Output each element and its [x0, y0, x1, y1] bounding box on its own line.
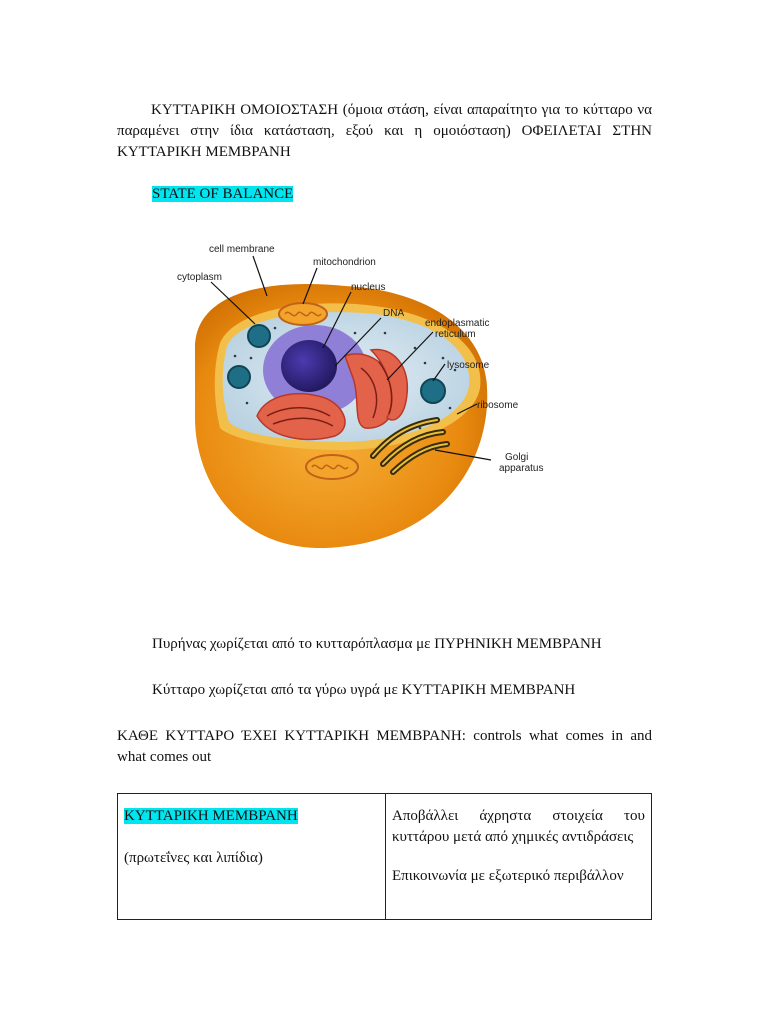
- table-cell-left: [118, 794, 386, 920]
- table-left-sub: (πρωτεΐνες και λιπίδια): [124, 850, 263, 866]
- label-ribosome: ribosome: [477, 400, 519, 411]
- label-er-line2: reticulum: [435, 329, 476, 340]
- state-of-balance-heading: [152, 184, 293, 205]
- every-cell-paragraph: ΚΑΘΕ ΚΥΤΤΑΡΟ ΈΧΕΙ ΚΥΤΤΑΡΙΚΗ ΜΕΜΒΡΑΝΗ: controls what comes in and what comes out: [117, 728, 652, 765]
- table-right-2: Επικοινωνία με εξωτερικό περιβάλλον: [392, 868, 624, 884]
- table-cell-right: [386, 794, 652, 920]
- nucleus-core: [281, 340, 337, 392]
- label-cytoplasm: cytoplasm: [177, 272, 223, 283]
- label-mitochondrion: mitochondrion: [313, 257, 376, 268]
- animal-cell-diagram: [175, 238, 555, 553]
- label-cell-membrane: cell membrane: [209, 244, 275, 255]
- table-right-1: Αποβάλλει άχρηστα στοιχεία του κυττάρου μετά από χημικές αντιδράσεις: [392, 808, 645, 845]
- label-golgi-line1: Golgi: [505, 452, 529, 463]
- intro-paragraph: ΚΥΤΤΑΡΙΚΗ ΟΜΟΙΟΣΤΑΣΗ (όμοια στάση, είναι απαραίτητο για το κύτταρο να παραμένει στην ίδια κατάσταση, εξού και η ομοιόσταση) ΟΦΕΙΛΕΤΑΙ ΣΤΗΝ ΚΥΤΤΑΡΙΚΗ ΜΕΜΒΡΑΝΗ: [117, 102, 652, 160]
- nucleus-membrane-line: Πυρήνας χωρίζεται από το κυτταρόπλασμα με ΠΥΡΗΝΙΚΗ ΜΕΜΒΡΑΝΗ: [152, 636, 602, 652]
- label-golgi-line2: apparatus: [499, 463, 544, 474]
- label-er-line1: endoplasmatic: [425, 318, 490, 329]
- label-dna: DNA: [383, 308, 405, 319]
- highlighted-title: STATE OF BALANCE: [152, 186, 294, 202]
- cell-membrane-line: Κύτταρο χωρίζεται από τα γύρω υγρά με ΚΥΤΤΑΡΙΚΗ ΜΕΜΒΡΑΝΗ: [152, 682, 576, 698]
- table-left-title: ΚΥΤΤΑΡΙΚΗ ΜΕΜΒΡΑΝΗ: [124, 808, 298, 824]
- table-row: [118, 794, 652, 920]
- membrane-table: [117, 793, 652, 920]
- label-nucleus: nucleus: [351, 282, 386, 293]
- label-lysosome: lysosome: [447, 360, 490, 371]
